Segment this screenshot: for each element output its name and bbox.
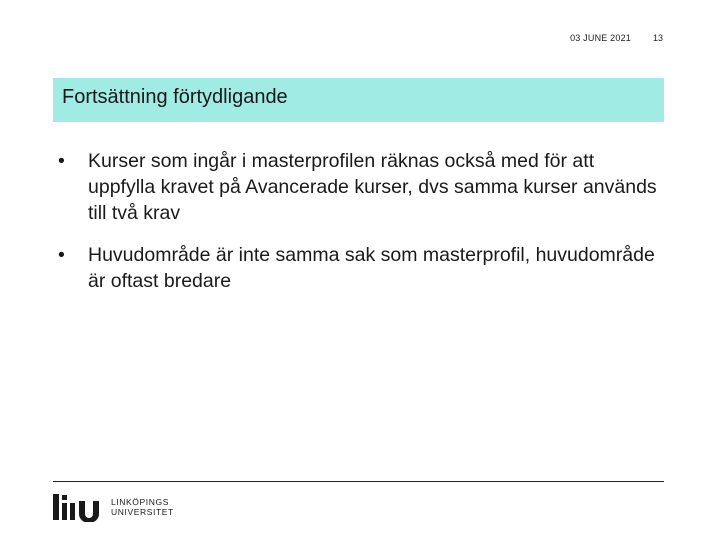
bullet-list bbox=[58, 148, 658, 310]
bullet-marker: • bbox=[58, 244, 65, 266]
page-number: 13 bbox=[652, 33, 663, 43]
logo-line-1: LINKÖPINGS bbox=[111, 497, 169, 507]
bullet-text: Huvudområde är inte samma sak som masterprofil, huvudområde är oftast bredare bbox=[88, 244, 655, 292]
logo-wordmark bbox=[111, 497, 174, 517]
bullet-item bbox=[58, 148, 658, 226]
title-band bbox=[53, 78, 664, 122]
bullet-text: Kurser som ingår i masterprofilen räknas också med för att uppfylla kravet på Avancerade kurser, dvs samma kurser används till två krav bbox=[88, 150, 657, 224]
logo-line-2: UNIVERSITET bbox=[111, 507, 174, 517]
liu-logo-icon bbox=[53, 492, 105, 522]
bullet-item bbox=[58, 242, 658, 294]
footer-divider bbox=[53, 481, 664, 482]
slide-date: 03 JUNE 2021 bbox=[570, 33, 631, 43]
university-logo bbox=[53, 492, 174, 522]
slide-title: Fortsättning förtydligande bbox=[62, 85, 288, 108]
bullet-marker: • bbox=[58, 150, 65, 172]
